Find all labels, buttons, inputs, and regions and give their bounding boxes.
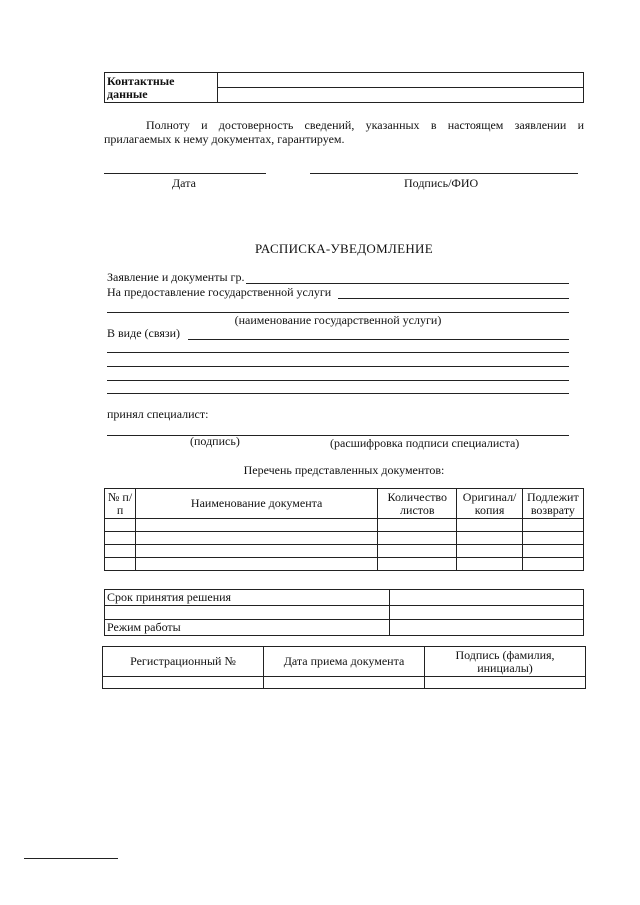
registration-table xyxy=(102,646,586,689)
accepted-label: принял специалист: xyxy=(107,407,209,421)
work-hours-label: Режим работы xyxy=(105,620,390,636)
table-row xyxy=(103,677,586,689)
cell[interactable] xyxy=(378,545,457,558)
applicant-label: Заявление и документы гр. xyxy=(107,270,245,284)
cell[interactable] xyxy=(105,558,136,571)
cell[interactable] xyxy=(378,558,457,571)
decision-row xyxy=(105,590,584,606)
guarantee-line-2: прилагаемых к нему документах, гарантируем. xyxy=(104,132,345,146)
cell[interactable] xyxy=(522,545,583,558)
footnote-separator xyxy=(24,858,118,859)
service-label: На предоставление государственной услуги xyxy=(107,285,332,299)
cell[interactable] xyxy=(136,558,378,571)
table-row xyxy=(105,532,584,545)
cell[interactable] xyxy=(522,532,583,545)
documents-table xyxy=(104,488,584,571)
decision-blank-value[interactable] xyxy=(390,606,584,620)
decision-row xyxy=(105,606,584,620)
col-header-sheets: Количество листов xyxy=(378,489,457,519)
cell[interactable] xyxy=(457,532,522,545)
form-label: В виде (связи) xyxy=(107,326,181,340)
decision-term-value[interactable] xyxy=(390,590,584,606)
contacts-value-2[interactable] xyxy=(218,88,584,103)
table-row xyxy=(105,558,584,571)
cell[interactable] xyxy=(425,677,586,689)
decode-caption: (расшифровка подписи специалиста) xyxy=(330,436,520,450)
form-line-3[interactable] xyxy=(107,366,569,367)
contacts-label: Контактные данные xyxy=(105,73,218,103)
work-hours-value[interactable] xyxy=(390,620,584,636)
form-line[interactable] xyxy=(188,339,569,340)
col-header-name: Наименование документа xyxy=(136,489,378,519)
decision-term-label: Срок принятия решения xyxy=(105,590,390,606)
cell[interactable] xyxy=(457,558,522,571)
col-header-number: № п/п xyxy=(105,489,136,519)
col-header-signature: Подпись (фамилия, инициалы) xyxy=(425,647,586,677)
signature-line xyxy=(310,173,578,174)
decision-row xyxy=(105,620,584,636)
col-header-reg-number: Регистрационный № xyxy=(103,647,264,677)
decision-table xyxy=(104,589,584,636)
cell[interactable] xyxy=(105,532,136,545)
col-header-return: Подлежит возврату xyxy=(522,489,583,519)
applicant-line[interactable] xyxy=(246,283,569,284)
cell[interactable] xyxy=(457,545,522,558)
table-row xyxy=(105,519,584,532)
cell[interactable] xyxy=(105,545,136,558)
cell[interactable] xyxy=(136,519,378,532)
sign-caption: (подпись) xyxy=(190,434,240,448)
receipt-title: РАСПИСКА-УВЕДОМЛЕНИЕ xyxy=(255,241,433,256)
date-line xyxy=(104,173,266,174)
contacts-value-1[interactable] xyxy=(218,73,584,88)
date-label: Дата xyxy=(172,176,196,190)
registration-header-row xyxy=(103,647,586,677)
cell[interactable] xyxy=(103,677,264,689)
col-header-receive-date: Дата приема документа xyxy=(264,647,425,677)
cell[interactable] xyxy=(136,532,378,545)
guarantee-line-1: Полноту и достоверность сведений, указанных в настоящем заявлении и xyxy=(146,118,584,132)
cell[interactable] xyxy=(522,558,583,571)
col-header-original: Оригинал/ копия xyxy=(457,489,522,519)
signature-label: Подпись/ФИО xyxy=(404,176,479,190)
table-row xyxy=(105,545,584,558)
cell[interactable] xyxy=(378,519,457,532)
contacts-table xyxy=(104,72,584,103)
cell[interactable] xyxy=(264,677,425,689)
service-line[interactable] xyxy=(338,298,569,299)
cell[interactable] xyxy=(522,519,583,532)
decision-blank-label xyxy=(105,606,390,620)
service-caption: (наименование государственной услуги) xyxy=(234,313,442,327)
doc-list-title: Перечень представленных документов: xyxy=(243,463,445,477)
documents-header-row xyxy=(105,489,584,519)
form-line-2[interactable] xyxy=(107,352,569,353)
cell[interactable] xyxy=(378,532,457,545)
cell[interactable] xyxy=(457,519,522,532)
cell[interactable] xyxy=(105,519,136,532)
form-line-5[interactable] xyxy=(107,393,569,394)
form-line-4[interactable] xyxy=(107,380,569,381)
cell[interactable] xyxy=(136,545,378,558)
